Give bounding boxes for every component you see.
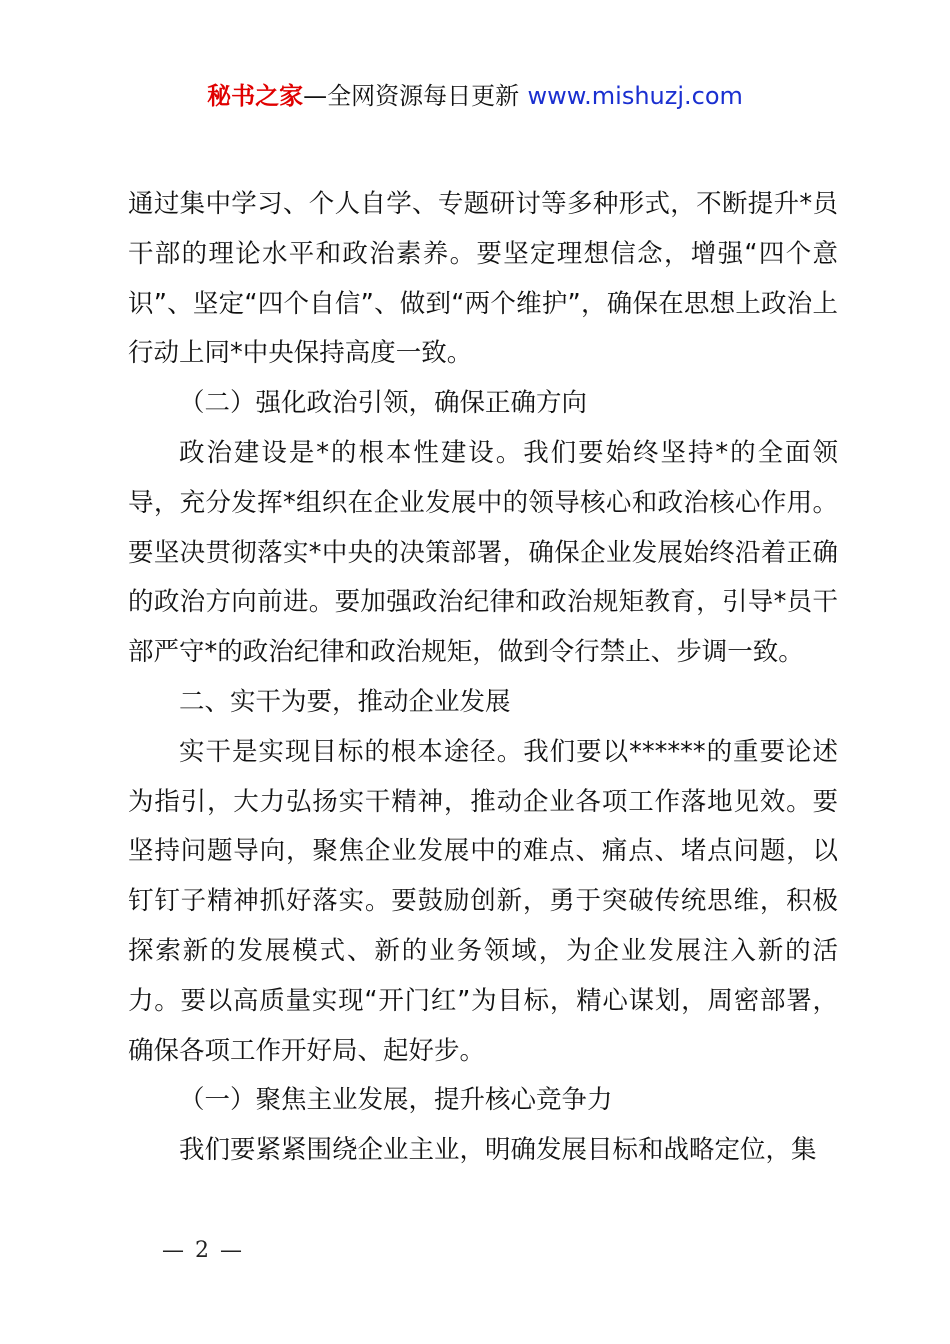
header-brand: 秘书之家 bbox=[207, 82, 304, 110]
subheading-political-guidance: （二）强化政治引领，确保正确方向 bbox=[179, 388, 588, 419]
paragraph-practical-work: 实干是实现目标的根本途径。我们要以******的重要论述为指引，大力弘扬实干精神，推动企业各项工作落地见效。要坚持问题导向，聚焦企业发展中的难点、痛点、堵点问题，以钉钉子精神抓好落实。要鼓励创新，勇于突破传统思维，积极探索新的发展模式、新的业务领域，为企业发展注入新的活力。要以高质量实现“开门红”为目标，精心谋划，周密部署，确保各项工作开好局、起好步。 bbox=[128, 736, 838, 1066]
header-url-link[interactable]: www.mishuzj.com bbox=[527, 82, 743, 110]
paragraph-continued: 通过集中学习、个人自学、专题研讨等多种形式，不断提升*员干部的理论水平和政治素养。要坚定理想信念，增强“四个意识”、坚定“四个自信”、做到“两个维护”，确保在思想上政治上行动上同*中央保持高度一致。 bbox=[128, 189, 838, 369]
paragraph-political-construction: 政治建设是*的根本性建设。我们要始终坚持*的全面领导，充分发挥*组织在企业发展中的领导核心和政治核心作用。要坚决贯彻落实*中央的决策部署，确保企业发展始终沿着正确的政治方向前进。要加强政治纪律和政治规矩教育，引导*员干部严守*的政治纪律和政治规矩，做到令行禁止、步调一致。 bbox=[128, 437, 838, 668]
page-header bbox=[0, 80, 950, 112]
section-heading-practical-work: 二、实干为要，推动企业发展 bbox=[179, 686, 511, 717]
paragraph-core-business: 我们要紧紧围绕企业主业，明确发展目标和战略定位，集 bbox=[179, 1135, 817, 1166]
document-body bbox=[128, 180, 838, 1176]
subheading-core-business: （一）聚焦主业发展，提升核心竞争力 bbox=[179, 1085, 613, 1116]
header-tagline: —全网资源每日更新 bbox=[303, 82, 520, 110]
page-number: — 2 — bbox=[162, 1238, 244, 1263]
